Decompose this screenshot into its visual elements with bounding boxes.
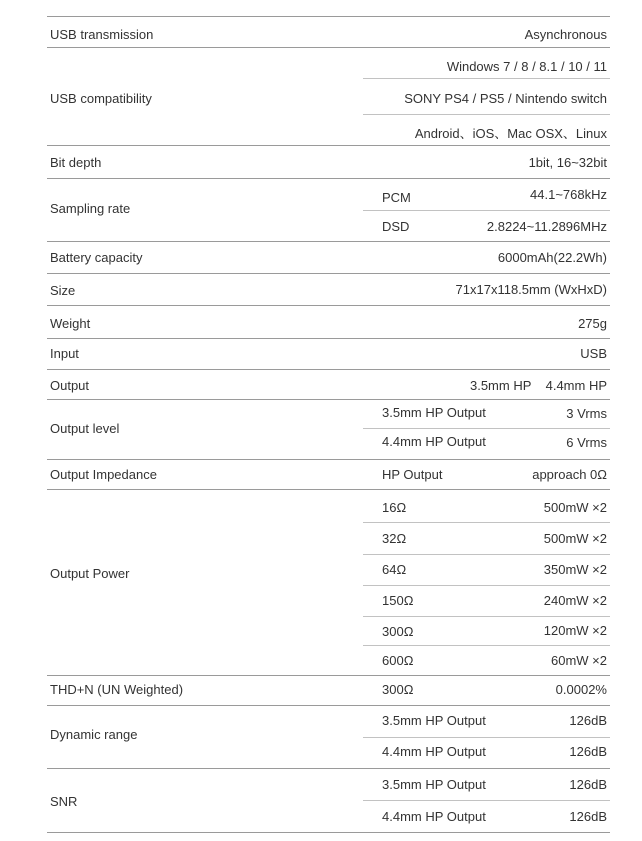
thd-label: THD+N (UN Weighted) bbox=[50, 682, 184, 697]
sub-divider bbox=[363, 428, 610, 429]
divider bbox=[47, 768, 610, 769]
dynamic-range-35-value: 126dB bbox=[569, 713, 607, 728]
output-power-600-value: 60mW ×2 bbox=[551, 653, 607, 668]
weight-value: 275g bbox=[578, 316, 607, 331]
battery-label: Battery capacity bbox=[50, 250, 143, 265]
sub-divider bbox=[363, 645, 610, 646]
usb-compat-windows: Windows 7 / 8 / 8.1 / 10 / 11 bbox=[446, 59, 607, 74]
sub-divider bbox=[363, 616, 610, 617]
output-level-44-label: 4.4mm HP Output bbox=[382, 434, 486, 449]
sub-divider bbox=[363, 737, 610, 738]
output-power-label: Output Power bbox=[50, 566, 130, 581]
sub-divider bbox=[363, 114, 610, 115]
output-level-35-label: 3.5mm HP Output bbox=[382, 405, 486, 420]
output-power-16-value: 500mW ×2 bbox=[543, 500, 607, 515]
output-power-32-value: 500mW ×2 bbox=[543, 531, 607, 546]
size-value: 71x17x118.5mm (WxHxD) bbox=[455, 282, 607, 297]
bit-depth-label: Bit depth bbox=[50, 155, 102, 170]
output-label: Output bbox=[50, 378, 90, 393]
output-power-64-value: 350mW ×2 bbox=[543, 562, 607, 577]
divider bbox=[47, 369, 610, 370]
output-impedance-sub-label: HP Output bbox=[382, 467, 443, 482]
sampling-pcm-value: 44.1~768kHz bbox=[530, 187, 607, 202]
snr-44-value: 126dB bbox=[569, 809, 607, 824]
output-power-300-label: 300Ω bbox=[382, 624, 414, 639]
usb-transmission-label: USB transmission bbox=[50, 27, 154, 42]
output-power-300-value: 120mW ×2 bbox=[543, 623, 607, 638]
sub-divider bbox=[363, 210, 610, 211]
divider bbox=[47, 675, 610, 676]
divider bbox=[47, 459, 610, 460]
output-power-64-label: 64Ω bbox=[382, 562, 407, 577]
dynamic-range-44-value: 126dB bbox=[569, 744, 607, 759]
output-power-32-label: 32Ω bbox=[382, 531, 407, 546]
usb-compatibility-label: USB compatibility bbox=[50, 91, 152, 106]
bit-depth-value: 1bit, 16~32bit bbox=[528, 155, 607, 170]
dynamic-range-44-label: 4.4mm HP Output bbox=[382, 744, 486, 759]
output-level-label: Output level bbox=[50, 421, 120, 436]
divider bbox=[47, 47, 610, 48]
sub-divider bbox=[363, 522, 610, 523]
output-value: 3.5mm HP 4.4mm HP bbox=[469, 378, 607, 393]
divider bbox=[47, 145, 610, 146]
sampling-rate-label: Sampling rate bbox=[50, 201, 131, 216]
output-power-150-value: 240mW ×2 bbox=[543, 593, 607, 608]
output-level-35-value: 3 Vrms bbox=[566, 406, 607, 421]
battery-value: 6000mAh(22.2Wh) bbox=[497, 250, 607, 265]
divider bbox=[47, 241, 610, 242]
weight-label: Weight bbox=[50, 316, 91, 331]
snr-44-label: 4.4mm HP Output bbox=[382, 809, 486, 824]
size-label: Size bbox=[50, 283, 76, 298]
thd-value: 0.0002% bbox=[555, 682, 607, 697]
output-power-16-label: 16Ω bbox=[382, 500, 407, 515]
snr-35-label: 3.5mm HP Output bbox=[382, 777, 486, 792]
sub-divider bbox=[363, 585, 610, 586]
output-level-44-value: 6 Vrms bbox=[566, 435, 607, 450]
divider bbox=[47, 16, 610, 17]
dynamic-range-label: Dynamic range bbox=[50, 727, 138, 742]
thd-load-label: 300Ω bbox=[382, 682, 414, 697]
spec-table bbox=[47, 0, 610, 841]
sampling-dsd-label: DSD bbox=[382, 219, 410, 234]
snr-label: SNR bbox=[50, 794, 78, 809]
divider bbox=[47, 705, 610, 706]
input-label: Input bbox=[50, 346, 79, 361]
divider bbox=[47, 305, 610, 306]
dynamic-range-35-label: 3.5mm HP Output bbox=[382, 713, 486, 728]
divider bbox=[47, 273, 610, 274]
output-impedance-label: Output Impedance bbox=[50, 467, 157, 482]
usb-compat-mobile: Android、iOS、Mac OSX、Linux bbox=[414, 126, 607, 141]
usb-compat-consoles: SONY PS4 / PS5 / Nintendo switch bbox=[404, 91, 607, 106]
input-value: USB bbox=[580, 346, 607, 361]
sampling-dsd-value: 2.8224~11.2896MHz bbox=[486, 219, 607, 234]
usb-transmission-value: Asynchronous bbox=[524, 27, 607, 42]
sub-divider bbox=[363, 78, 610, 79]
divider bbox=[47, 338, 610, 339]
output-power-150-label: 150Ω bbox=[382, 593, 414, 608]
sampling-pcm-label: PCM bbox=[382, 190, 411, 205]
snr-35-value: 126dB bbox=[569, 777, 607, 792]
output-power-600-label: 600Ω bbox=[382, 653, 414, 668]
output-impedance-value: approach 0Ω bbox=[532, 467, 607, 482]
divider bbox=[47, 489, 610, 490]
divider bbox=[47, 399, 610, 400]
divider bbox=[47, 832, 610, 833]
divider bbox=[47, 178, 610, 179]
sub-divider bbox=[363, 554, 610, 555]
sub-divider bbox=[363, 800, 610, 801]
